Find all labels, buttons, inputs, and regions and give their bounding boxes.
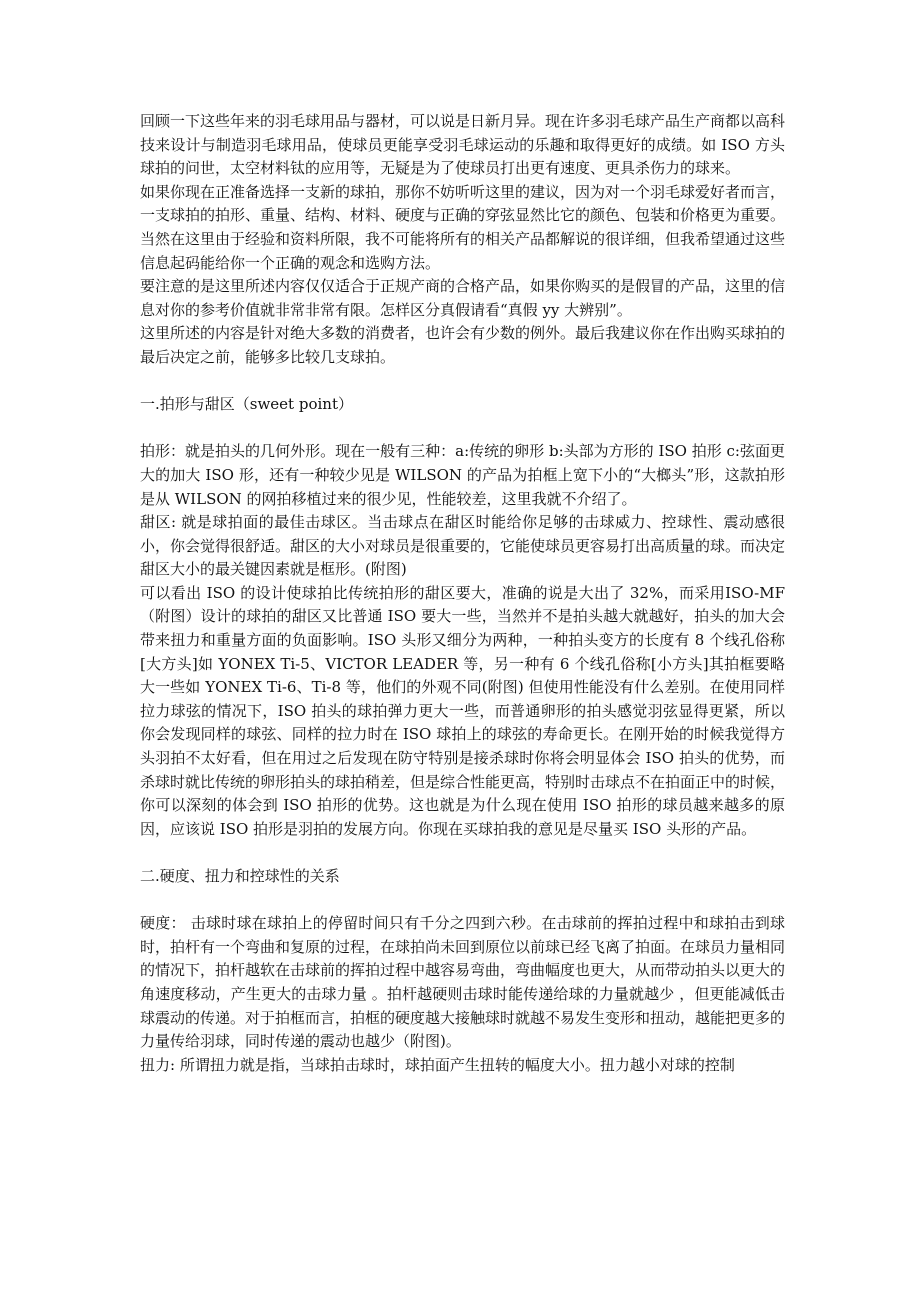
section-1-paragraph: 甜区: 就是球拍面的最佳击球区。当击球点在甜区时能给你足够的击球威力、控球性、震动感很小，你会觉得很舒适。甜区的大小对球员是很重要的，它能使球员更容易打出高质量的球。而决定甜区大小的最关键因素就是框形。(附图) — [140, 513, 786, 579]
intro-paragraph: 这里所述的内容是针对绝大多数的消费者，也许会有少数的例外。最后我建议你在作出购买球拍的最后决定之前，能够多比较几支球拍。 — [140, 324, 786, 366]
spacer — [140, 417, 785, 441]
section-1-paragraph: 拍形：就是拍头的几何外形。现在一般有三种：a:传统的卵形 b:头部为方形的 ISO 拍形 c:弦面更大的加大 ISO 形，还有一种较少见是 WILSON 的产品为拍框上宽下小的“大榔头”形，这款拍形是从 WILSON 的网拍移植过来的很少见，性能较差，这里我就不介绍了。 — [140, 442, 785, 508]
section-2-paragraph: 扭力: 所谓扭力就是指，当球拍击球时，球拍面产生扭转的幅度大小。扭力越小对球的控制 — [140, 1055, 735, 1074]
intro-paragraph: 当然在这里由于经验和资料所限，我不可能将所有的相关产品都解说的很详细，但我希望通过这些信息起码能给你一个正确的观念和选购方法。 — [140, 229, 786, 272]
spacer — [140, 370, 785, 394]
section-1-paragraph: 可以看出 ISO 的设计使球拍比传统拍形的甜区要大，准确的说是大出了 32%，而采用ISO-MF（附图）设计的球拍的甜区又比普通 ISO 要大一些，当然并不是拍头越大就越好，拍头的加大会带来扭力和重量方面的负面影响。ISO 头形又细分为两种，一种拍头变方的长度有 8 个线孔俗称[大方头]如 YONEX Ti-5、VICTOR LEADER 等，另一种有 6 个线孔俗称[小方头]其拍框要略大一些如 YONEX Ti-6、Ti-8 等，他们的外观不同(附图) 但使用性能没有什么差别。在使用同样拉力球弦的情况下，ISO 拍头的球拍弹力更大一些，而普通卵形的拍头感觉羽弦显得更紧，所以你会发现同样的球弦、同样的拉力时在 ISO 球拍上的球弦的寿命更长。在刚开始的时候我觉得方头羽拍不太好看，但在用过之后发现在防守特别是接杀球时你将会明显体会 ISO 拍头的优势，而杀球时就比传统的卵形拍头的球拍稍差，但是综合性能更高，特别时击球点不在拍面正中的时候，你可以深刻的体会到 ISO 拍形的优势。这也就是为什么现在使用 ISO 拍形的球员越来越多的原因，应该说 ISO 拍形是羽拍的发展方向。你现在买球拍我的意见是尽量买 ISO 头形的产品。 — [140, 583, 786, 838]
section-1-heading: 一.拍形与甜区（sweet point） — [140, 395, 353, 414]
intro-paragraph: 回顾一下这些年来的羽毛球用品与器材，可以说是日新月异。现在许多羽毛球产品生产商都以高科技来设计与制造羽毛球用品，使球员更能享受羽毛球运动的乐趣和取得更好的成绩。如 ISO 方头球拍的问世，太空材料钛的应用等，无疑是为了使球员打出更有速度、更具杀伤力的球来。 — [140, 112, 786, 178]
document-page — [140, 110, 785, 1077]
section-2-paragraph: 硬度： 击球时球在球拍上的停留时间只有千分之四到六秒。在击球前的挥拍过程中和球拍击到球时，拍杆有一个弯曲和复原的过程，在球拍尚未回到原位以前球已经飞离了拍面。在球员力量相同的情况下，拍杆越软在击球前的挥拍过程中越容易弯曲，弯曲幅度也更大，从而带动拍头以更大的角速度移动，产生更大的击球力量 。拍杆越硬则击球时能传递给球的力量就越少 ，但更能减低击球震动的传递。对于拍框而言，拍框的硬度越大接触球时就越不易发生变形和扭动，越能把更多的力量传给羽球，同时传递的震动也越少（附图)。 — [140, 914, 786, 1051]
intro-paragraph: 要注意的是这里所述内容仅仅适合于正规产商的合格产品，如果你购买的是假冒的产品，这里的信息对你的参考价值就非常非常有限。怎样区分真假请看“真假 yy 大辨别”。 — [140, 277, 786, 319]
section-2-heading: 二.硬度、扭力和控球性的关系 — [140, 867, 340, 885]
spacer — [140, 889, 785, 913]
spacer — [140, 841, 785, 865]
intro-paragraph: 如果你现在正准备选择一支新的球拍，那你不妨听听这里的建议，因为对一个羽毛球爱好者而言，一支球拍的拍形、重量、结构、材料、硬度与正确的穿弦显然比它的颜色、包装和价格更为重要。 — [140, 182, 786, 225]
